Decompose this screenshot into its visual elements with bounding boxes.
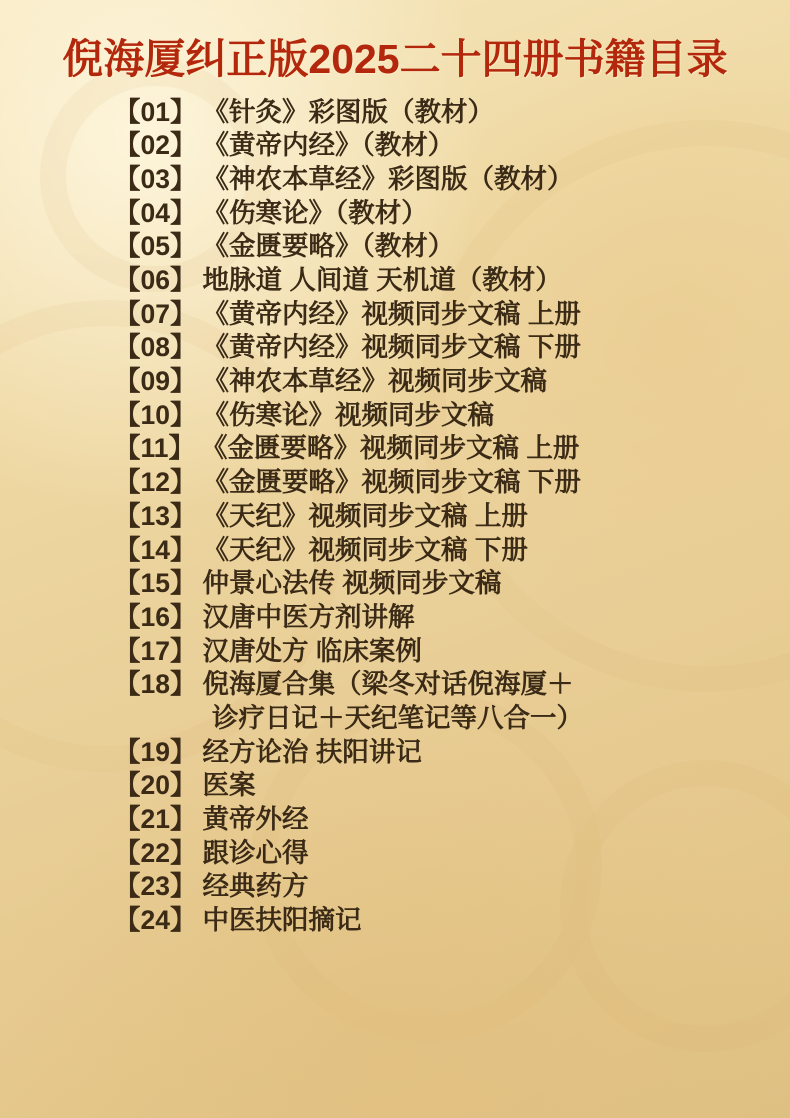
list-item — [18, 668, 772, 702]
list-item — [18, 162, 772, 196]
list-item-number: 【05】 — [114, 231, 197, 262]
list-item-label: 《金匮要略》视频同步文稿 上册 — [201, 433, 580, 464]
list-item-number: 【04】 — [114, 197, 197, 228]
list-item — [18, 634, 772, 668]
list-item-number: 【10】 — [114, 399, 197, 430]
list-item-number: 【07】 — [114, 298, 197, 329]
page-title: 倪海厦纠正版2025二十四册书籍目录 — [62, 36, 728, 82]
list-item-number: 【20】 — [114, 770, 197, 801]
list-item-label: 汉唐中医方剂讲解 — [202, 601, 415, 632]
list-item-number: 【13】 — [114, 500, 197, 531]
list-item-label: 黄帝外经 — [202, 804, 309, 835]
list-item-number: 【18】 — [114, 669, 197, 700]
list-item-number: 【11】 — [114, 433, 196, 464]
list-item-label: 跟诊心得 — [202, 837, 309, 868]
list-item-number: 【17】 — [114, 635, 197, 666]
list-item — [18, 701, 772, 735]
list-item-label: 医案 — [202, 770, 256, 801]
list-item — [18, 836, 772, 870]
list-item — [18, 533, 772, 567]
list-item — [18, 466, 772, 500]
list-item-label: 《伤寒论》（教材） — [202, 197, 428, 228]
list-item-label: 《天纪》视频同步文稿 上册 — [202, 500, 528, 531]
list-item-label: 《金匮要略》（教材） — [202, 231, 455, 262]
list-item — [18, 600, 772, 634]
list-item-number: 【16】 — [114, 601, 197, 632]
list-item-number: 【02】 — [114, 130, 197, 161]
list-item-label: 《神农本草经》视频同步文稿 — [202, 366, 547, 397]
list-item — [18, 735, 772, 769]
list-item-label: 倪海厦合集（梁冬对话倪海厦＋ — [202, 669, 574, 700]
list-item — [18, 398, 772, 432]
list-item — [18, 297, 772, 331]
list-item-label: 《针灸》彩图版（教材） — [202, 96, 494, 127]
list-item-number: 【03】 — [114, 163, 197, 194]
list-item-number: 【12】 — [114, 467, 197, 498]
list-item — [18, 769, 772, 803]
list-item-label: 《神农本草经》彩图版（教材） — [202, 163, 574, 194]
list-item — [18, 129, 772, 163]
list-item-number: 【08】 — [114, 332, 197, 363]
list-item — [18, 263, 772, 297]
list-item — [18, 331, 772, 365]
list-item-number: 【15】 — [114, 568, 197, 599]
list-item-label: 仲景心法传 视频同步文稿 — [202, 568, 502, 599]
list-item — [18, 95, 772, 129]
list-item-number: 【09】 — [114, 366, 197, 397]
book-catalog-list — [18, 95, 772, 937]
list-item-label: 诊疗日记＋天纪笔记等八合一） — [212, 702, 583, 733]
list-item-label: 《金匮要略》视频同步文稿 下册 — [202, 467, 581, 498]
list-item-label: 经典药方 — [202, 871, 309, 902]
list-item-number: 【19】 — [114, 736, 197, 767]
list-item-number: 【23】 — [114, 871, 197, 902]
list-item-number: 【01】 — [114, 96, 197, 127]
list-item — [18, 365, 772, 399]
list-item-label: 《黄帝内经》（教材） — [202, 130, 455, 161]
list-item-label: 《伤寒论》视频同步文稿 — [202, 399, 494, 430]
list-item-label: 《黄帝内经》视频同步文稿 上册 — [202, 298, 581, 329]
list-item — [18, 870, 772, 904]
list-item-number: 【21】 — [114, 804, 197, 835]
list-item-number: 【06】 — [114, 265, 197, 296]
list-item-label: 经方论治 扶阳讲记 — [202, 736, 422, 767]
list-item-number: 【14】 — [114, 534, 197, 565]
list-item — [18, 499, 772, 533]
list-item — [18, 432, 772, 466]
list-item — [18, 567, 772, 601]
list-item — [18, 904, 772, 938]
list-item-label: 汉唐处方 临床案例 — [202, 635, 422, 666]
list-item — [18, 230, 772, 264]
list-item — [18, 196, 772, 230]
list-item-label: 中医扶阳摘记 — [202, 905, 362, 936]
list-item-number: 【22】 — [114, 837, 197, 868]
list-item — [18, 802, 772, 836]
list-item-label: 《黄帝内经》视频同步文稿 下册 — [202, 332, 581, 363]
list-item-number: 【24】 — [114, 905, 197, 936]
list-item-label: 《天纪》视频同步文稿 下册 — [202, 534, 528, 565]
list-item-label: 地脉道 人间道 天机道（教材） — [202, 265, 562, 296]
